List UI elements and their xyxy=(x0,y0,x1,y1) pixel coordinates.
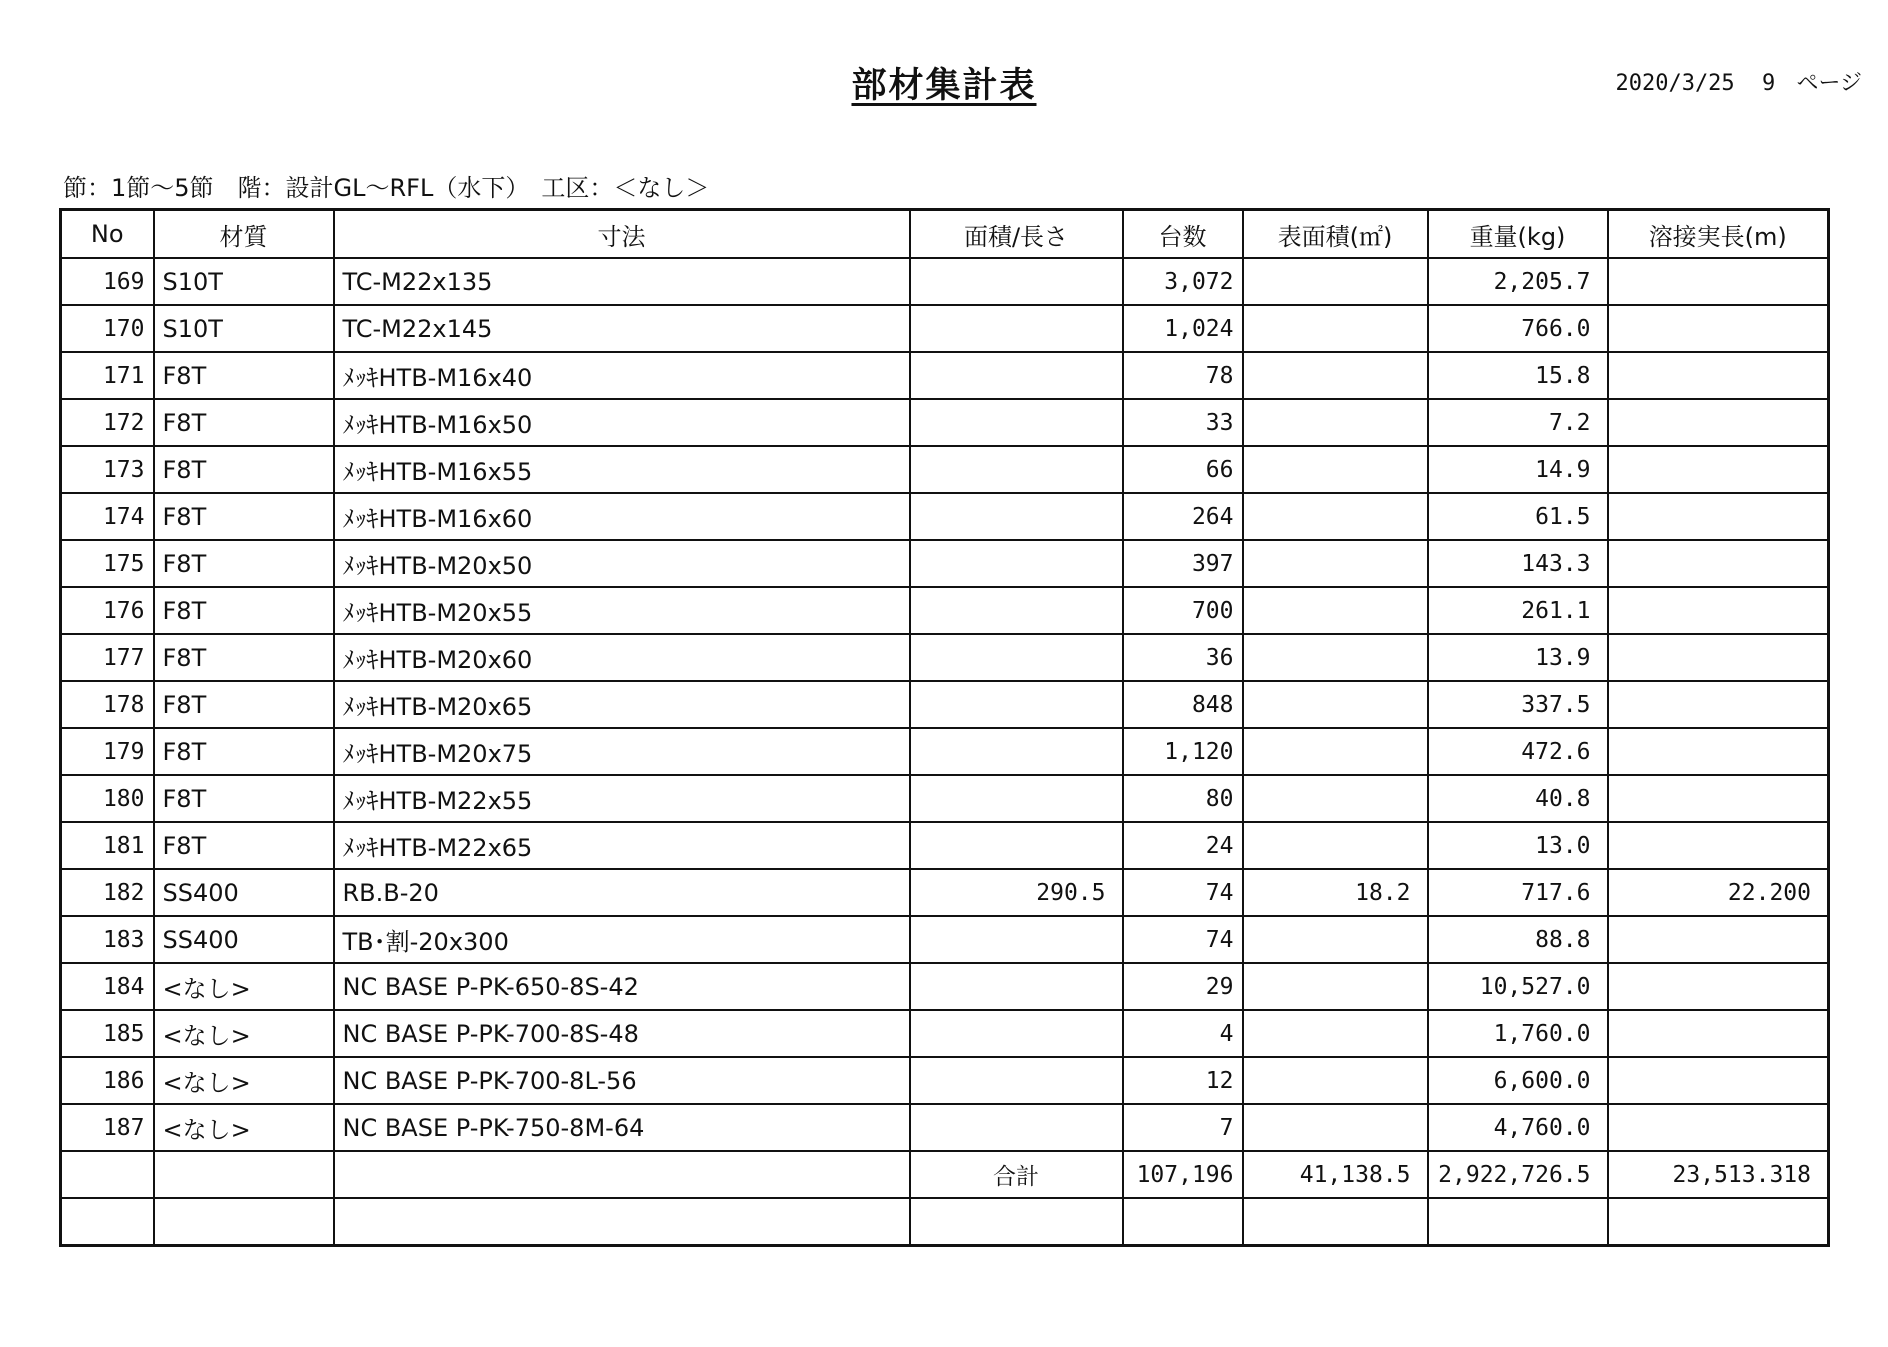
cell-size: NC BASE P-PK-650-8S-42 xyxy=(334,963,910,1010)
cell-area-length xyxy=(910,1057,1123,1104)
table-row xyxy=(61,352,1829,399)
cell-surface xyxy=(1243,258,1428,305)
cell-area-length xyxy=(910,634,1123,681)
cell-weight: 15.8 xyxy=(1428,352,1608,399)
cell-no: 185 xyxy=(61,1010,154,1057)
cell-size: ﾒｯｷHTB-M16x50 xyxy=(334,399,910,446)
cell-count: 3,072 xyxy=(1123,258,1243,305)
cell-area-length xyxy=(910,681,1123,728)
cell-weight: 6,600.0 xyxy=(1428,1057,1608,1104)
cell-size: ﾒｯｷHTB-M22x65 xyxy=(334,822,910,869)
cell-size: TC-M22x135 xyxy=(334,258,910,305)
cell-size: ﾒｯｷHTB-M16x60 xyxy=(334,493,910,540)
cell-material: F8T xyxy=(154,728,334,775)
cell-size: ﾒｯｷHTB-M16x55 xyxy=(334,446,910,493)
table-row xyxy=(61,634,1829,681)
cell-weight: 4,760.0 xyxy=(1428,1104,1608,1151)
cell-size: NC BASE P-PK-700-8S-48 xyxy=(334,1010,910,1057)
cell-weld xyxy=(1608,822,1829,869)
cell-count: 78 xyxy=(1123,352,1243,399)
blank-cell xyxy=(61,1198,154,1246)
table-row xyxy=(61,1010,1829,1057)
cell-count: 1,120 xyxy=(1123,728,1243,775)
report-title: 部材集計表 xyxy=(851,66,1037,106)
col-header-area-length: 面積/長さ xyxy=(910,210,1123,259)
cell-surface xyxy=(1243,446,1428,493)
cell-weight: 61.5 xyxy=(1428,493,1608,540)
cell-no: 176 xyxy=(61,587,154,634)
cell-material: S10T xyxy=(154,258,334,305)
cell-surface xyxy=(1243,822,1428,869)
cell-no: 174 xyxy=(61,493,154,540)
cell-area-length xyxy=(910,305,1123,352)
cell-material: F8T xyxy=(154,399,334,446)
cell-weight: 10,527.0 xyxy=(1428,963,1608,1010)
cell-material: SS400 xyxy=(154,916,334,963)
cell-weight: 13.0 xyxy=(1428,822,1608,869)
cell-weight: 14.9 xyxy=(1428,446,1608,493)
cell-count: 264 xyxy=(1123,493,1243,540)
cell-weight: 1,760.0 xyxy=(1428,1010,1608,1057)
cell-material: <なし> xyxy=(154,963,334,1010)
cell-weight: 766.0 xyxy=(1428,305,1608,352)
cell-no: 175 xyxy=(61,540,154,587)
cell-weight: 143.3 xyxy=(1428,540,1608,587)
cell-weld xyxy=(1608,305,1829,352)
cell-surface xyxy=(1243,305,1428,352)
cell-count: 33 xyxy=(1123,399,1243,446)
cell-count: 397 xyxy=(1123,540,1243,587)
cell-size: ﾒｯｷHTB-M20x50 xyxy=(334,540,910,587)
table-row xyxy=(61,916,1829,963)
blank-cell xyxy=(910,1198,1123,1246)
cell-surface xyxy=(1243,399,1428,446)
cell-no: 184 xyxy=(61,963,154,1010)
cell-material: F8T xyxy=(154,540,334,587)
cell-area-length xyxy=(910,822,1123,869)
cell-weld xyxy=(1608,1010,1829,1057)
blank-cell xyxy=(1123,1198,1243,1246)
cell-area-length xyxy=(910,963,1123,1010)
total-size-cell xyxy=(334,1151,910,1198)
blank-cell xyxy=(334,1198,910,1246)
member-summary-table xyxy=(59,208,1830,1247)
table-row xyxy=(61,446,1829,493)
cell-count: 7 xyxy=(1123,1104,1243,1151)
cell-area-length xyxy=(910,587,1123,634)
table-row xyxy=(61,1104,1829,1151)
report-meta xyxy=(1601,66,1862,97)
table-body xyxy=(61,258,1829,1151)
cell-no: 182 xyxy=(61,869,154,916)
cell-count: 1,024 xyxy=(1123,305,1243,352)
table-header-row xyxy=(61,210,1829,259)
cell-area-length xyxy=(910,1104,1123,1151)
cell-material: F8T xyxy=(154,681,334,728)
cell-area-length xyxy=(910,352,1123,399)
cell-size: NC BASE P-PK-750-8M-64 xyxy=(334,1104,910,1151)
col-header-surface: 表面積(㎡) xyxy=(1243,210,1428,259)
cell-no: 171 xyxy=(61,352,154,399)
table-row xyxy=(61,540,1829,587)
cell-material: <なし> xyxy=(154,1057,334,1104)
cell-count: 848 xyxy=(1123,681,1243,728)
cell-count: 4 xyxy=(1123,1010,1243,1057)
total-material-cell xyxy=(154,1151,334,1198)
cell-size: TB･割-20x300 xyxy=(334,916,910,963)
col-header-weight: 重量(kg) xyxy=(1428,210,1608,259)
cell-surface xyxy=(1243,540,1428,587)
table-row xyxy=(61,728,1829,775)
cell-surface xyxy=(1243,963,1428,1010)
cell-weld xyxy=(1608,681,1829,728)
cell-weld xyxy=(1608,493,1829,540)
cell-size: TC-M22x145 xyxy=(334,305,910,352)
blank-cell xyxy=(1428,1198,1608,1246)
col-header-size: 寸法 xyxy=(334,210,910,259)
cell-no: 173 xyxy=(61,446,154,493)
total-count: 107,196 xyxy=(1123,1151,1243,1198)
blank-cell xyxy=(154,1198,334,1246)
cell-area-length xyxy=(910,775,1123,822)
cell-count: 24 xyxy=(1123,822,1243,869)
cell-material: F8T xyxy=(154,352,334,399)
table-row xyxy=(61,963,1829,1010)
blank-row xyxy=(61,1198,1829,1246)
cell-material: F8T xyxy=(154,775,334,822)
cell-weld xyxy=(1608,399,1829,446)
cell-weight: 337.5 xyxy=(1428,681,1608,728)
table-row xyxy=(61,822,1829,869)
cell-count: 12 xyxy=(1123,1057,1243,1104)
cell-weld xyxy=(1608,728,1829,775)
total-row xyxy=(61,1151,1829,1198)
cell-surface xyxy=(1243,634,1428,681)
cell-count: 29 xyxy=(1123,963,1243,1010)
cell-no: 169 xyxy=(61,258,154,305)
cell-area-length xyxy=(910,728,1123,775)
cell-weight: 13.9 xyxy=(1428,634,1608,681)
cell-size: ﾒｯｷHTB-M20x55 xyxy=(334,587,910,634)
col-header-no: No xyxy=(61,210,154,259)
col-header-count: 台数 xyxy=(1123,210,1243,259)
cell-weight: 40.8 xyxy=(1428,775,1608,822)
cell-weld xyxy=(1608,916,1829,963)
cell-size: ﾒｯｷHTB-M20x65 xyxy=(334,681,910,728)
cell-weld xyxy=(1608,963,1829,1010)
cell-material: <なし> xyxy=(154,1104,334,1151)
total-weight: 2,922,726.5 xyxy=(1428,1151,1608,1198)
cell-area-length xyxy=(910,540,1123,587)
table-row xyxy=(61,258,1829,305)
cell-weld xyxy=(1608,540,1829,587)
cell-weight: 261.1 xyxy=(1428,587,1608,634)
cell-surface xyxy=(1243,775,1428,822)
cell-surface xyxy=(1243,1104,1428,1151)
cell-count: 700 xyxy=(1123,587,1243,634)
cell-weld xyxy=(1608,775,1829,822)
cell-material: S10T xyxy=(154,305,334,352)
table-row xyxy=(61,1057,1829,1104)
table-row xyxy=(61,305,1829,352)
cell-area-length xyxy=(910,493,1123,540)
cell-no: 179 xyxy=(61,728,154,775)
cell-no: 177 xyxy=(61,634,154,681)
cell-surface xyxy=(1243,493,1428,540)
cell-surface xyxy=(1243,1010,1428,1057)
cell-area-length: 290.5 xyxy=(910,869,1123,916)
cell-weld xyxy=(1608,446,1829,493)
cell-area-length xyxy=(910,446,1123,493)
cell-material: SS400 xyxy=(154,869,334,916)
cell-count: 74 xyxy=(1123,916,1243,963)
cell-count: 80 xyxy=(1123,775,1243,822)
table-row xyxy=(61,775,1829,822)
cell-material: F8T xyxy=(154,634,334,681)
cell-size: ﾒｯｷHTB-M22x55 xyxy=(334,775,910,822)
table-row xyxy=(61,587,1829,634)
cell-surface: 18.2 xyxy=(1243,869,1428,916)
cell-count: 66 xyxy=(1123,446,1243,493)
cell-area-length xyxy=(910,1010,1123,1057)
cell-size: RB.B-20 xyxy=(334,869,910,916)
total-label: 合計 xyxy=(910,1151,1123,1198)
cell-size: NC BASE P-PK-700-8L-56 xyxy=(334,1057,910,1104)
cell-weight: 7.2 xyxy=(1428,399,1608,446)
cell-weld xyxy=(1608,1057,1829,1104)
cell-size: ﾒｯｷHTB-M20x75 xyxy=(334,728,910,775)
cell-surface xyxy=(1243,1057,1428,1104)
cell-surface xyxy=(1243,587,1428,634)
cell-surface xyxy=(1243,352,1428,399)
blank-cell xyxy=(1608,1198,1829,1246)
cell-weld: 22.200 xyxy=(1608,869,1829,916)
cell-count: 36 xyxy=(1123,634,1243,681)
cell-area-length xyxy=(910,916,1123,963)
cell-no: 180 xyxy=(61,775,154,822)
table-row xyxy=(61,399,1829,446)
cell-weight: 472.6 xyxy=(1428,728,1608,775)
cell-weld xyxy=(1608,352,1829,399)
table-row xyxy=(61,869,1829,916)
col-header-material: 材質 xyxy=(154,210,334,259)
cell-count: 74 xyxy=(1123,869,1243,916)
blank-cell xyxy=(1243,1198,1428,1246)
cell-material: F8T xyxy=(154,587,334,634)
cell-no: 183 xyxy=(61,916,154,963)
col-header-weld: 溶接実長(m) xyxy=(1608,210,1829,259)
table-row xyxy=(61,681,1829,728)
page-number: 9 xyxy=(1761,71,1776,96)
report-date: 2020/3/25 xyxy=(1615,71,1735,96)
cell-surface xyxy=(1243,681,1428,728)
total-surface: 41,138.5 xyxy=(1243,1151,1428,1198)
cell-weld xyxy=(1608,1104,1829,1151)
cell-material: <なし> xyxy=(154,1010,334,1057)
cell-no: 187 xyxy=(61,1104,154,1151)
cell-surface xyxy=(1243,728,1428,775)
cell-no: 181 xyxy=(61,822,154,869)
cell-size: ﾒｯｷHTB-M16x40 xyxy=(334,352,910,399)
cell-area-length xyxy=(910,258,1123,305)
total-no-cell xyxy=(61,1151,154,1198)
cell-material: F8T xyxy=(154,493,334,540)
page-label: ページ xyxy=(1796,71,1862,96)
cell-no: 178 xyxy=(61,681,154,728)
cell-size: ﾒｯｷHTB-M20x60 xyxy=(334,634,910,681)
cell-weld xyxy=(1608,634,1829,681)
cell-no: 170 xyxy=(61,305,154,352)
filter-conditions: 節：1節〜5節 階：設計GL〜RFL（水下） 工区：＜なし＞ xyxy=(63,174,710,202)
cell-weight: 717.6 xyxy=(1428,869,1608,916)
cell-weight: 2,205.7 xyxy=(1428,258,1608,305)
cell-surface xyxy=(1243,916,1428,963)
cell-no: 172 xyxy=(61,399,154,446)
cell-area-length xyxy=(910,399,1123,446)
cell-weight: 88.8 xyxy=(1428,916,1608,963)
cell-material: F8T xyxy=(154,446,334,493)
cell-weld xyxy=(1608,587,1829,634)
cell-weld xyxy=(1608,258,1829,305)
total-weld: 23,513.318 xyxy=(1608,1151,1829,1198)
cell-material: F8T xyxy=(154,822,334,869)
cell-no: 186 xyxy=(61,1057,154,1104)
table-row xyxy=(61,493,1829,540)
